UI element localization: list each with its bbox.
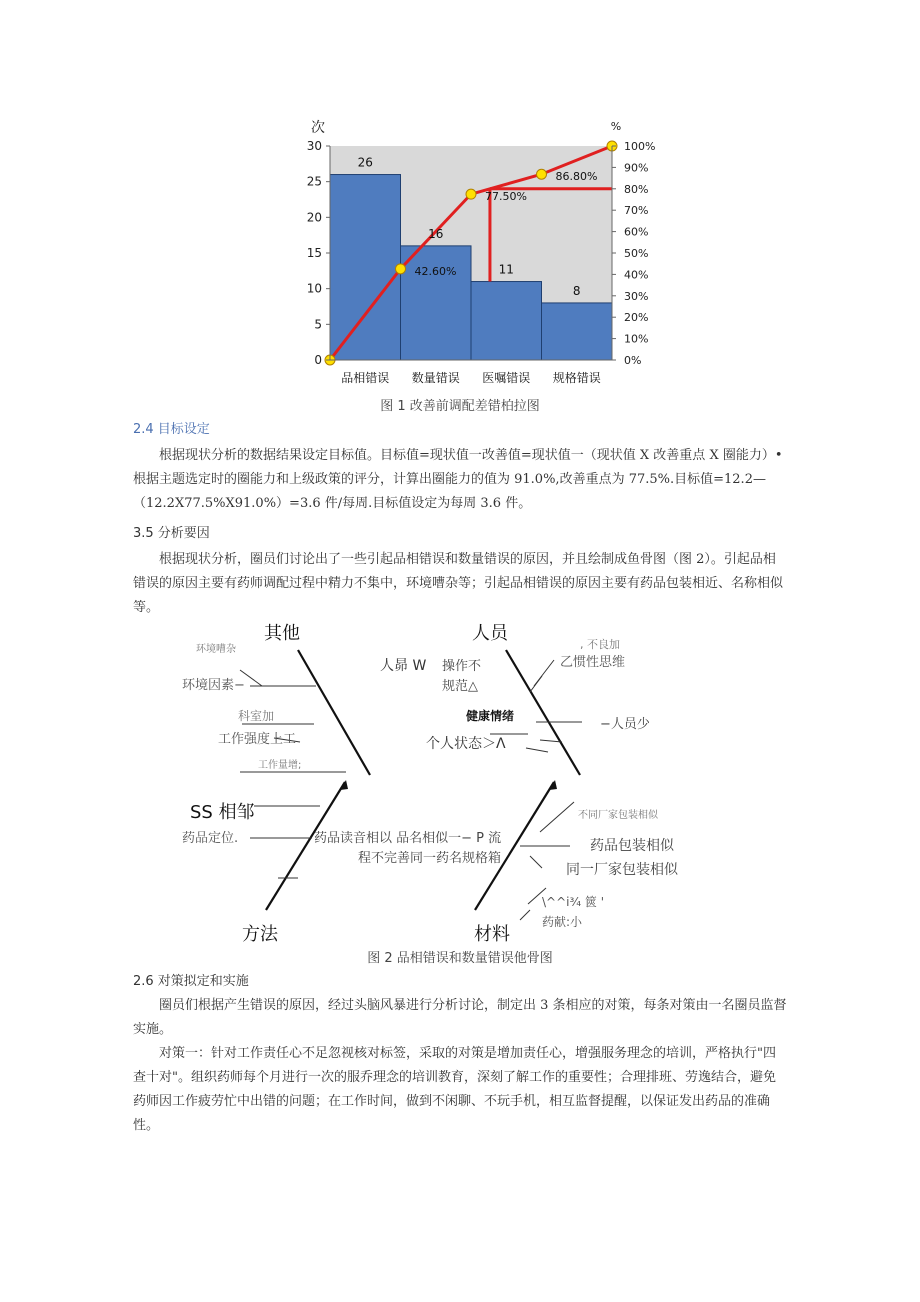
y2-axis-label: %: [610, 120, 622, 133]
y-tick-3: 15: [306, 246, 322, 260]
label-pkg: 药品包装相似: [590, 838, 674, 854]
y2-tick-1: 10%: [624, 332, 649, 346]
label-workload: 工作量增;: [258, 760, 302, 771]
cumulative-label-0: 42.60%: [414, 264, 457, 278]
label-habit: 乙惯性思维: [560, 655, 626, 670]
bone-other: [298, 650, 370, 775]
section-2-4-heading: 2.4 目标设定: [133, 422, 210, 437]
section-3-5-heading: 3.5 分析要因: [133, 526, 210, 541]
cat-personnel: 人员: [472, 623, 508, 644]
cat-method: 方法: [242, 924, 278, 945]
y-tick-0: 0: [314, 353, 322, 367]
figure1-caption: 图 1 改善前调配差错柏拉图: [380, 399, 540, 414]
label-position: 药品定位.: [182, 831, 239, 846]
cumulative-label-1: 77.50%: [485, 190, 527, 204]
section-3-5-para: 根据现状分析，圈员们讨论出了一些引起品相错误和数量错误的原因，并且绘制成鱼骨图（图 2）。引起品相错误的原因主要有药师调配过程中精力不集中，环境嘈杂等；引起品相错误的原因主要有药品包装相近、名称相似等。: [133, 552, 784, 615]
y-tick-4: 20: [306, 210, 322, 225]
bar-value-0: 26: [357, 155, 373, 170]
label-process: 程不完善同一药名规格箱: [358, 851, 502, 866]
label-intensity: 工作强度上工: [218, 732, 297, 747]
label-env-noise: 环境嘈杂: [196, 644, 236, 655]
y-tick-1: 5: [314, 317, 322, 332]
bar-0: [330, 175, 401, 360]
cumulative-point-3: [537, 169, 547, 179]
x-tick-2: 医嘱错误: [482, 371, 531, 385]
y2-tick-2: 20%: [624, 311, 649, 325]
label-room: 科室加: [238, 709, 275, 723]
cumulative-point-2: [466, 189, 476, 199]
label-env-factor: 环境因素−: [182, 678, 245, 693]
bar-2: [471, 282, 542, 360]
y-tick-6: 30: [306, 139, 322, 153]
section-2-6-para2: 对策一：针对工作责任心不足忽视核对标签，采取的对策是增加责任心，增强服务理念的培训，严格执行"四查十对"。组织药师每个月进行一次的服乔理念的培训教育，深刻了解工作的重要性；合理排班、劳逸结合，避免药师因工作疲劳忙中出错的问题；在工作时间，做到不闲聊、不玩手机，相互监督提醒，以保证发出药品的准确性。: [133, 1046, 776, 1133]
section-2-6-heading: 2.6 对策拟定和实施: [133, 974, 249, 989]
bar-value-2: 11: [498, 262, 514, 277]
label-norm: 规范△: [442, 679, 478, 694]
label-drug-small: 药献:小: [542, 915, 583, 929]
label-health: 健康情绪: [466, 709, 515, 723]
label-same: 同一厂家包装相似: [566, 862, 678, 878]
y2-tick-3: 30%: [624, 289, 649, 303]
cumulative-label-2: 86.80%: [555, 170, 598, 184]
y2-tick-5: 50%: [624, 247, 649, 260]
cumulative-point-1: [396, 264, 406, 274]
y2-tick-4: 40%: [624, 268, 649, 282]
label-ss: SS 相邹: [190, 802, 255, 823]
y-axis-label: 次: [311, 120, 325, 136]
label-bad: , 不良加: [580, 638, 620, 651]
y2-tick-6: 60%: [624, 225, 649, 239]
x-tick-3: 规格错误: [552, 371, 601, 385]
y2-tick-7: 70%: [624, 204, 649, 218]
y2-tick-0: 0%: [624, 354, 642, 367]
label-op: 操作不: [442, 659, 482, 674]
label-sound: 药品读音相以 品名相似一− P 流: [314, 831, 502, 846]
y-tick-5: 25: [306, 174, 322, 189]
bone-method: [266, 782, 345, 910]
bar-value-3: 8: [572, 283, 581, 298]
figure2-caption: 图 2 品相错误和数量错误他骨图: [367, 951, 553, 966]
label-staff: −人员少: [600, 717, 650, 732]
pareto-chart: [290, 112, 670, 394]
label-state: 个人状态＞Λ: [426, 736, 506, 752]
label-person-w: 人昴 W: [380, 658, 427, 674]
y2-tick-9: 90%: [624, 161, 649, 175]
fishbone-diagram: [170, 620, 730, 950]
x-tick-1: 数量错误: [411, 371, 460, 385]
y2-tick-8: 80%: [624, 182, 649, 196]
label-small: \^^i³⁄₄ 篋 ': [542, 895, 605, 909]
cat-material: 材料: [474, 924, 510, 945]
bar-value-1: 16: [428, 226, 444, 241]
cat-other: 其他: [264, 623, 300, 644]
x-tick-0: 品相错误: [341, 371, 390, 385]
section-2-4-para: 根据现状分析的数据结果设定目标值。目标值=现状值一改善值=现状值一（现状值 X 改善重点 X 圈能力）•根据主题选定时的圈能力和上级政策的评分，计算出圈能力的值为 91.0%,改善重点为 77.5%.目标值=12.2—（12.2X77.5%X91.0%）=3.6 件/每周.目标值设定为每周 3.6 件。: [133, 448, 783, 511]
bar-1: [401, 246, 472, 360]
label-diff: 不同厂家包装相似: [578, 810, 658, 821]
y-tick-2: 10: [306, 281, 322, 296]
y2-tick-10: 100%: [624, 140, 656, 153]
bar-3: [542, 303, 613, 360]
section-2-6-para1: 圈员们根据产生错误的原因，经过头脑风暴进行分析讨论，制定出 3 条相应的对策，每条对策由一名圈员监督实施。: [133, 998, 787, 1037]
